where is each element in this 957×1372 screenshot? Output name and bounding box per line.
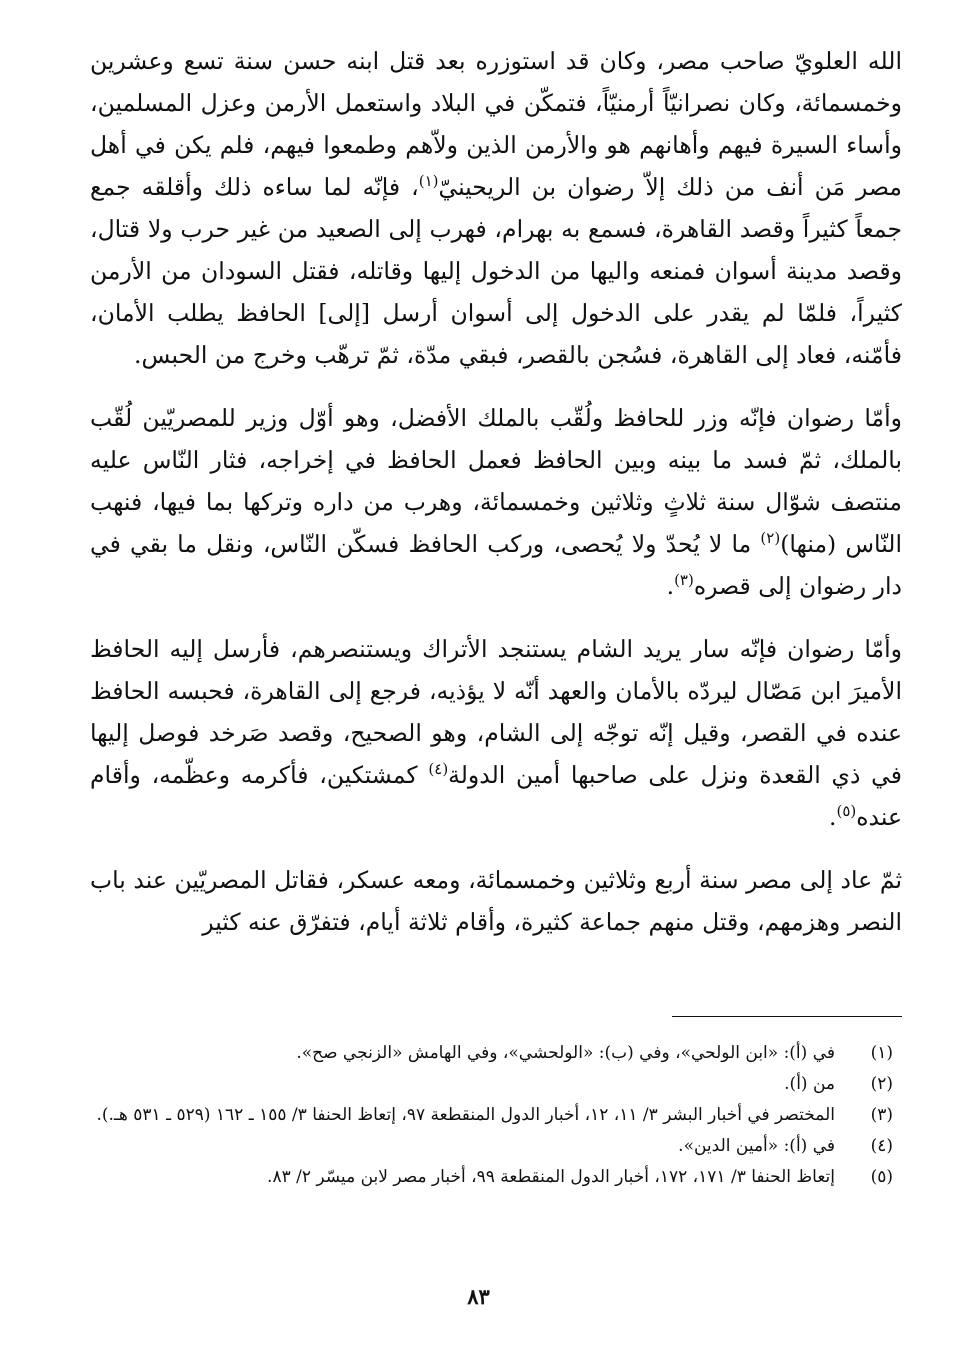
paragraph-4-text: ثمّ عاد إلى مصر سنة أربع وثلاثين وخمسمائة، ومعه عسكر، فقاتل المصريّين عند باب النصر وهزمهم، وقتل منهم جماعة كثيرة، وأقام ثلاثة أيام، فتفرّق عنه كثير: [90, 866, 902, 936]
paragraph-2: [90, 397, 902, 607]
footnote-text: المختصر في أخبار البشر ٣/ ١١، ١٢، أخبار الدول المنقطعة ٩٧، إتعاظ الحنفا ٣/ ١٥٥ ـ ١٦٢ (٥٢٩ ـ ٥٣١ هـ.).: [96, 1105, 835, 1125]
footnote-ref-2[interactable]: (٢): [760, 529, 781, 548]
page-body: [90, 40, 902, 964]
paragraph-2-text: وأمّا رضوان فإنّه وزر للحافظ ولُقّب بالملك الأفضل، وهو أوّل وزير للمصريّين لُقّب بالملك، ثمّ فسد ما بينه وبين الحافظ فعمل الحافظ في إخراجه، فثار النّاس عليه منتصف شوّال سنة ثلاثٍ وثلاثين وخمسمائة، وهرب من داره وتركها بما فيها، فنهب النّاس (منها): [90, 404, 902, 558]
footnote-number: (٤): [870, 1136, 893, 1156]
paragraph-1-text: الله العلويّ صاحب مصر، وكان قد استوزره بعد قتل ابنه حسن سنة تسع وعشرين وخمسمائة، وكان نصرانيّاً أرمنيّاً، فتمكّن في البلاد واستعمل الأرمن وعزل المسلمين، وأساء السيرة فيهم وأهانهم هو والأرمن الذين ولاّهم وطمعوا فيهم، فلم يكن في أهل مصر مَن أنف من ذلك إلاّ رضوان بن الريحينيّ: [90, 47, 902, 201]
footnote-number: (١): [870, 1043, 893, 1063]
footnote-number: (٢): [870, 1074, 893, 1094]
footnote-text: في (أ): «أمين الدين».: [678, 1136, 835, 1156]
footnote-text: في (أ): «ابن الولحي»، وفي (ب): «الولحشي»، وفي الهامش «الزنجي صح».: [296, 1043, 835, 1063]
paragraph-2-text-cont: ما لا يُحدّ ولا يُحصى، وركب الحافظ فسكّن النّاس، ونقل ما بقي في دار رضوان إلى قصره: [90, 530, 902, 600]
footnote-3: [85, 1100, 893, 1131]
footnote-ref-3[interactable]: (٣): [674, 571, 694, 590]
footnote-4: [85, 1131, 893, 1162]
footnote-number: (٥): [870, 1167, 893, 1187]
footnote-ref-4[interactable]: (٤): [428, 760, 449, 779]
page-number: ٨٣: [467, 1284, 490, 1309]
footnote-text: إتعاظ الحنفا ٣/ ١٧١، ١٧٢، أخبار الدول المنقطعة ٩٩، أخبار مصر لابن ميسّر ٢/ ٨٣.: [267, 1167, 835, 1187]
footnotes: [85, 1038, 893, 1193]
paragraph-1: [90, 40, 902, 376]
footnote-text: من (أ).: [784, 1074, 835, 1094]
paragraph-3: [90, 628, 902, 838]
footnote-ref-5[interactable]: (٥): [836, 802, 857, 821]
footnote-ref-1[interactable]: (١): [418, 172, 439, 191]
paragraph-1-text-cont: ، فإنّه لما ساءه ذلك وأقلقه جمع جمعاً كثيراً وقصد القاهرة، فسمع به بهرام، فهرب إلى الصعيد من غير حرب ولا قتال، وقصد مدينة أسوان فمنعه واليها من الدخول إليها وقاتله، فقتل السودان من الأرمن كثيراً، فلمّا لم يقدر على الدخول إلى أسوان أرسل [إلى] الحافظ يطلب الأمان، فأمّنه، فعاد إلى القاهرة، فسُجن بالقصر، فبقي مدّة، ثمّ ترهّب وخرج من الحبس.: [90, 173, 902, 369]
footnote-5: [85, 1162, 893, 1193]
paragraph-3-text: وأمّا رضوان فإنّه سار يريد الشام يستنجد الأتراك ويستنصرهم، فأرسل إليه الحافظ الأميرَ ابن مَصّال ليردّه بالأمان والعهد أنّه لا يؤذيه، فرجع إلى القاهرة، فحبسه الحافظ عنده في القصر، وقيل إنّه توجّه إلى الشام، وهو الصحيح، وقصد صَرخد فوصل إليها في ذي القعدة ونزل على صاحبها أمين الدولة: [90, 635, 902, 789]
paragraph-4: [90, 859, 902, 943]
paragraph-2-text-end: .: [666, 572, 675, 600]
paragraph-3-text-end: .: [828, 803, 837, 831]
footnote-separator: [672, 1016, 902, 1017]
footnote-number: (٣): [870, 1105, 893, 1125]
footnote-1: [85, 1038, 893, 1069]
footnote-2: [85, 1069, 893, 1100]
paragraph-3-text-cont: كمشتكين، فأكرمه وعظّمه، وأقام عنده: [90, 761, 902, 831]
